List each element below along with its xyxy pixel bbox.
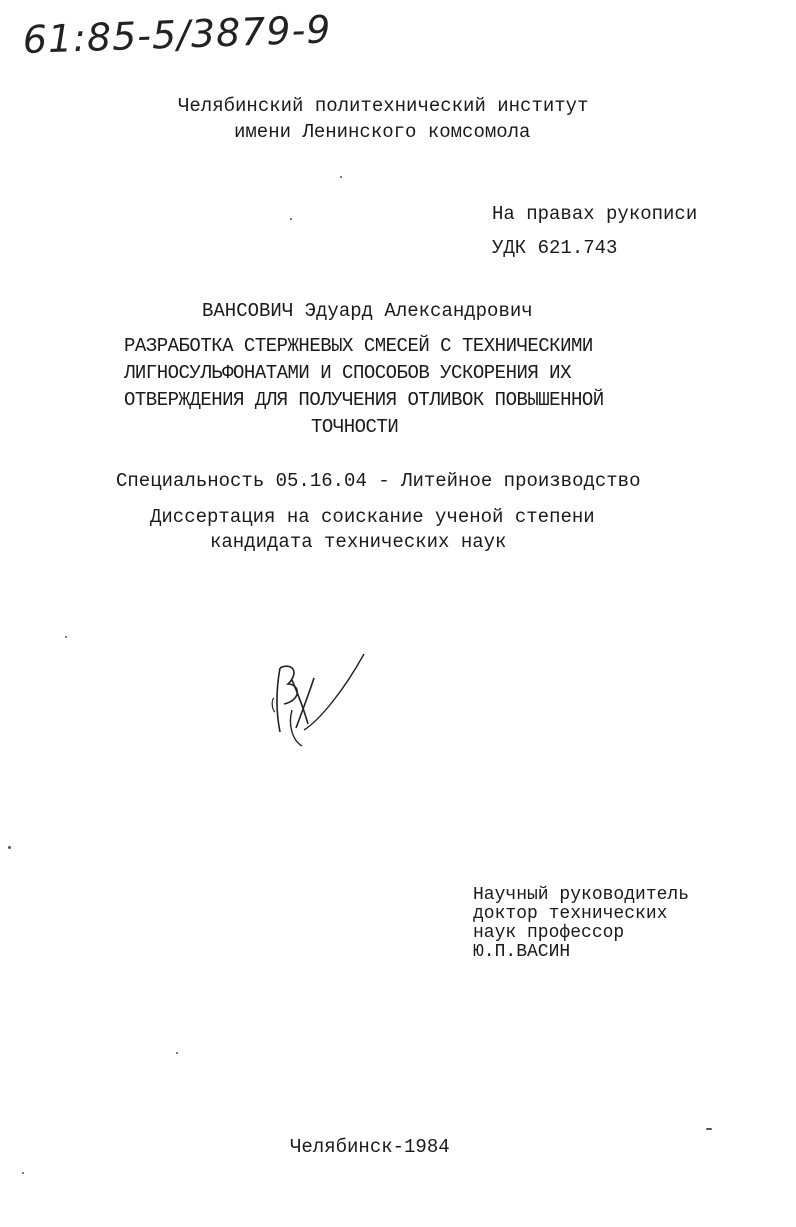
dissertation-degree-line2: кандидата технических наук	[210, 531, 507, 553]
institute-name-line2: имени Ленинского комсомола	[234, 121, 531, 143]
author-name: ВАНСОВИЧ Эдуард Александрович	[202, 300, 533, 322]
paper-speck	[8, 846, 11, 849]
paper-speck	[176, 1052, 178, 1054]
archive-number-handwritten: 61:85-5/3879-9	[22, 7, 333, 62]
supervisor-name: Ю.П.ВАСИН	[473, 942, 571, 962]
paper-speck	[65, 636, 67, 638]
paper-speck	[340, 176, 342, 178]
author-signature	[262, 650, 382, 760]
rights-notice: На правах рукописи	[492, 203, 698, 225]
supervisor-title: наук профессор	[473, 923, 625, 943]
title-line: ОТВЕРЖДЕНИЯ ДЛЯ ПОЛУЧЕНИЯ ОТЛИВОК ПОВЫШЕННОЙ	[124, 389, 604, 411]
udc-code: УДК 621.743	[492, 237, 618, 259]
city-year: Челябинск-1984	[290, 1136, 450, 1158]
supervisor-degree: доктор технических	[473, 904, 668, 924]
title-line: ЛИГНОСУЛЬФОНАТАМИ И СПОСОБОВ УСКОРЕНИЯ ИХ	[124, 362, 571, 384]
institute-name-line1: Челябинский политехнический институт	[178, 95, 589, 117]
title-line: ТОЧНОСТИ	[311, 416, 399, 438]
paper-speck	[290, 218, 292, 220]
paper-speck	[22, 1172, 24, 1174]
dissertation-degree-line1: Диссертация на соискание ученой степени	[150, 506, 595, 528]
specialty: Специальность 05.16.04 - Литейное производство	[116, 470, 641, 492]
supervisor-role: Научный руководитель	[473, 885, 690, 905]
title-line: РАЗРАБОТКА СТЕРЖНЕВЫХ СМЕСЕЙ С ТЕХНИЧЕСКИМИ	[124, 335, 593, 357]
paper-speck	[706, 1128, 712, 1130]
